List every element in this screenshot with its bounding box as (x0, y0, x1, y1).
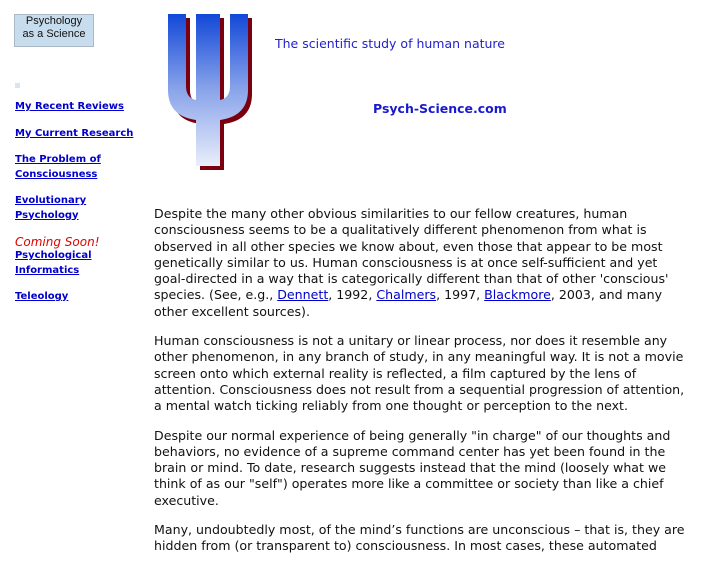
nav-recent-reviews[interactable]: My Recent Reviews (15, 101, 124, 112)
site-tagline: The scientific study of human nature (275, 36, 505, 51)
nav-label-line-1: Evolutionary (15, 195, 87, 206)
nav-label-line-2: Informatics (15, 264, 80, 276)
nav-current-research[interactable]: My Current Research (15, 127, 134, 139)
psi-icon (166, 14, 257, 170)
nav-label-line-2: Consciousness (15, 168, 98, 180)
p1-text-end: , 2003, and many other excellent sources). (154, 287, 663, 319)
paragraph: Despite our normal experience of being generally "in charge" of our thoughts and behaviors, no evidence of a supreme command center has yet been found in the brain or mind. To date, research suggests instead that the mind (loosely what we think of as our "self") operates more like a committee or society than like a chief executive. (154, 427, 671, 508)
site-logo[interactable] (14, 14, 94, 47)
paragraph: Many, undoubtedly most, of the mind’s functions are unconscious – that is, they are hidden from (or transparent to) consciousness. In most cases, these automated (154, 522, 685, 554)
nav-label-line-2: Psychology (15, 209, 79, 221)
nav-label-line-1: The Problem of (15, 154, 101, 165)
p1-text-start: Despite the many other obvious similarities to our fellow creatures, human consciousness seems to be a qualitatively different phenomenon from what is observed in all other species we know about, even those that appear to be most genetically similar to us. Human consciousness is at once self-sufficient and yet goal-directed in a way that is categorically different than that of other 'conscious' species. (See, e.g., (154, 206, 669, 303)
nav-problem-of-consciousness[interactable] (15, 153, 140, 182)
main-content (154, 206, 689, 568)
nav-label-line-1: Psychological (15, 250, 92, 261)
nav-psychological-informatics[interactable] (15, 249, 140, 278)
link-chalmers[interactable]: Chalmers (376, 287, 437, 303)
spacer-dot (15, 83, 20, 88)
sidebar-nav (15, 100, 140, 317)
p1-text-mid2: , 1997, (436, 287, 485, 303)
logo-line-2: as a Science (22, 28, 86, 40)
p1-text-mid1: , 1992, (328, 287, 377, 303)
nav-evolutionary-psychology[interactable] (15, 194, 140, 223)
paragraph (154, 206, 689, 320)
site-name: Psych-Science.com (373, 101, 507, 116)
paragraph: Human consciousness is not a unitary or linear process, nor does it resemble any other phenomenon, in any branch of study, in any meaningful way. It is not a movie screen onto which external reality is reflected, a film captured by the lens of attention. Consciousness does not result from a sequential progression of attention, a mental watch ticking reliably from one thought or perception to the next. (154, 333, 685, 414)
link-dennett[interactable]: Dennett (277, 287, 329, 303)
link-blackmore[interactable]: Blackmore (484, 287, 551, 303)
coming-soon-label: Coming Soon! (15, 235, 100, 249)
logo-line-1: Psychology (25, 15, 83, 27)
nav-teleology[interactable]: Teleology (15, 291, 69, 302)
